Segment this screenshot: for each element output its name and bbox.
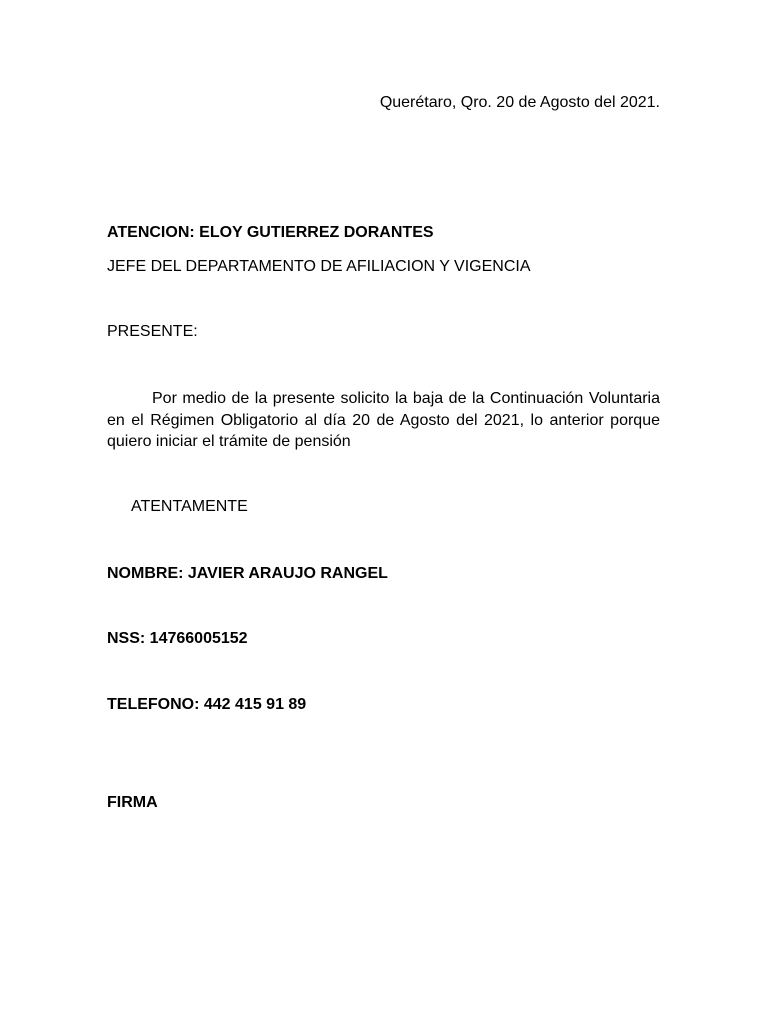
closing-line: ATENTAMENTE xyxy=(131,498,248,515)
attention-line: ATENCION: ELOY GUTIERREZ DORANTES xyxy=(107,224,434,241)
signature-label: FIRMA xyxy=(107,794,158,811)
phone-line: TELEFONO: 442 415 91 89 xyxy=(107,696,307,713)
department-line: JEFE DEL DEPARTAMENTO DE AFILIACION Y VIGENCIA xyxy=(107,258,531,275)
greeting-line: PRESENTE: xyxy=(107,323,198,340)
nss-line: NSS: 14766005152 xyxy=(107,630,248,647)
name-line: NOMBRE: JAVIER ARAUJO RANGEL xyxy=(107,565,388,582)
letter-body: Por medio de la presente solicito la baja de la Continuación Voluntaria en el Régimen Obligatorio al día 20 de Agosto del 2021, lo anterior porque quiero iniciar el trámite de pensión xyxy=(107,390,660,450)
date-line: Querétaro, Qro. 20 de Agosto del 2021. xyxy=(379,94,660,111)
